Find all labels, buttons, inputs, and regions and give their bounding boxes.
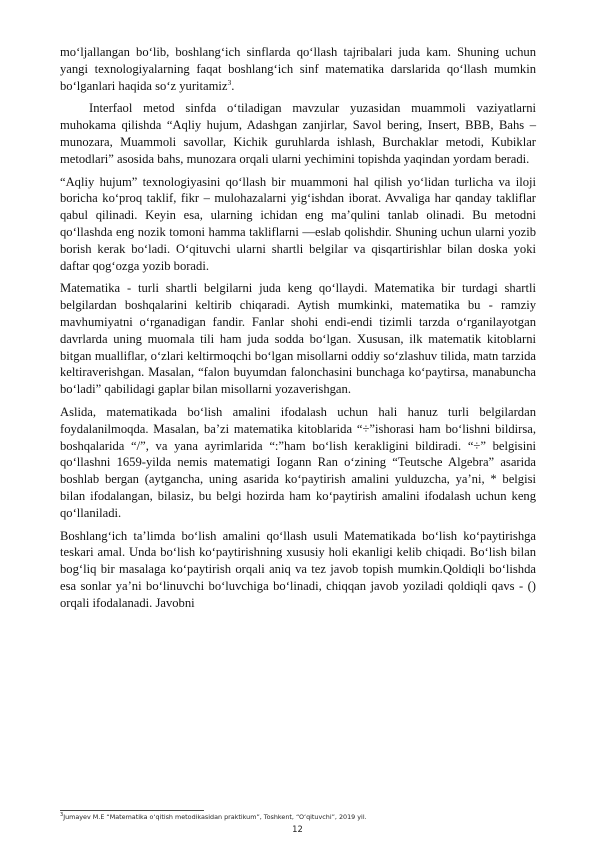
footnote [60,813,536,821]
paragraph-5: Aslida, matematikada bo‘lish amalini ifodalash uchun hali hanuz turli belgilardan foydalanilmoqda. Masalan, ba’zi matematika kitoblarida “÷”ishorasi ham bo‘lishni bildirsa, boshqalarida “/”, va yana ayrimlarida “:”ham bo‘lish kerakligini bildiradi. “÷” belgisini qo‘llashni 1659-yilda nemis matematigi Iogann Ran o‘zining “Teutsche Algebra” asarida boshlab bergan (aytgancha, uning asarida ko‘paytirish amalini yulduzcha, ya’ni, * belgisi bilan ifodalangan, bilasiz, bu belgi hozirda ham ko‘paytirish amalini ifodalash uchun keng qo‘llaniladi. [60,404,536,520]
paragraph-6: Boshlang‘ich ta’limda bo‘lish amalini qo‘llash usuli Matematikada bo‘lish ko‘paytirishga teskari amal. Unda bo‘lish ko‘paytirishning xususiy holi ekanligi kelib chiqadi. Bo‘lish bilan bog‘liq bir masalaga ko‘paytirish orqali aniq va tez javob topish mumkin.Qoldiqli bo‘lishda esa sonlar ya’ni bo‘linuvchi bo‘luvchiga bo‘linadi, chiqqan javob yoziladi qoldiqli qavs - () orqali ifodalanadi. Javobni [60,528,536,610]
paragraph-2: Interfaol metod sinfda o‘tiladigan mavzular yuzasidan muammoli vaziyatlarni muhokama qilishda “Aqliy hujum, Adashgan zanjirlar, Savol bering, Insert, BBB, Bahs – munozara, Muammoli savollar, Kichik guruhlarda ishlash, Burchaklar metodi, Kubiklar metodlari” asosida bahs, munozara orqali ularni yechimini topishda yaqindan yordam beradi. [60,101,536,166]
paragraph-1 [60,44,536,94]
paragraph-1-end: . [231,78,235,93]
footnote-divider [60,810,204,811]
footnote-text: Jumayev M.E “Matematika o‘qitish metodikasidan praktikum”, Toshkent, “O‘qituvchi”, 2019 yil. [63,813,367,821]
footnote-reference[interactable]: 3 [227,77,232,87]
paragraph-4: Matematika - turli shartli belgilarni juda keng qo‘llaydi. Matematika bir turdagi shartli belgilardan boshqalarini keltirib chiqaradi. Aytish mumkinki, matematika bu - ramziy mavhumiyatni o‘rganadigan fandir. Fanlar shohi endi-endi tizimli tarzda o‘rganilayotgan davrlarda uning muomala tili ham juda sodda bo‘lgan. Xususan, ilk matematik kitoblarni bitgan mualliflar, o‘zlari keltirmoqchi bo‘lgan misollarni oddiy so‘zlashuv tilida, matn tarzida keltiraverishgan. Masalan, “falon buyumdan falonchasini bunchaga ko‘paytirsa, manabuncha bo‘ladi” qabilidagi gaplar bilan misollarni yozaverishgan. [60,281,536,397]
body-text [60,44,536,618]
paragraph-3: “Aqliy hujum” texnologiyasini qo‘llash bir muammoni hal qilish yo‘lidan turlicha va iloji boricha ko‘proq taklif, fikr – mulohazalarni yig‘ishdan iborat. Avvaliga har qanday takliflar qabul qilinadi. Keyin esa, ularning ichidan eng ma’qulini tanlab olinadi. Bu metodni qo‘llashda eng nozik tomoni hamma takliflarni ―eslab qolishdir. Shuning uchun ularni yozib borish kerak bo‘ladi. O‘qituvchi ularni shartli belgilar va qisqartirishlar bilan doska yoki daftar qog‘ozga yozib boradi. [60,174,536,273]
footnote-marker: 3 [60,811,64,818]
paragraph-1-text: mo‘ljallangan bo‘lib, boshlang‘ich sinflarda qo‘llash tajribalari juda kam. Shuning uchun yangi texnologiyalarning faqat boshlang‘ich sinf matematika darslarida qo‘llash mumkin bo‘lganlari haqida so‘z yuritamiz [60,45,536,93]
page-number: 12 [292,824,303,834]
